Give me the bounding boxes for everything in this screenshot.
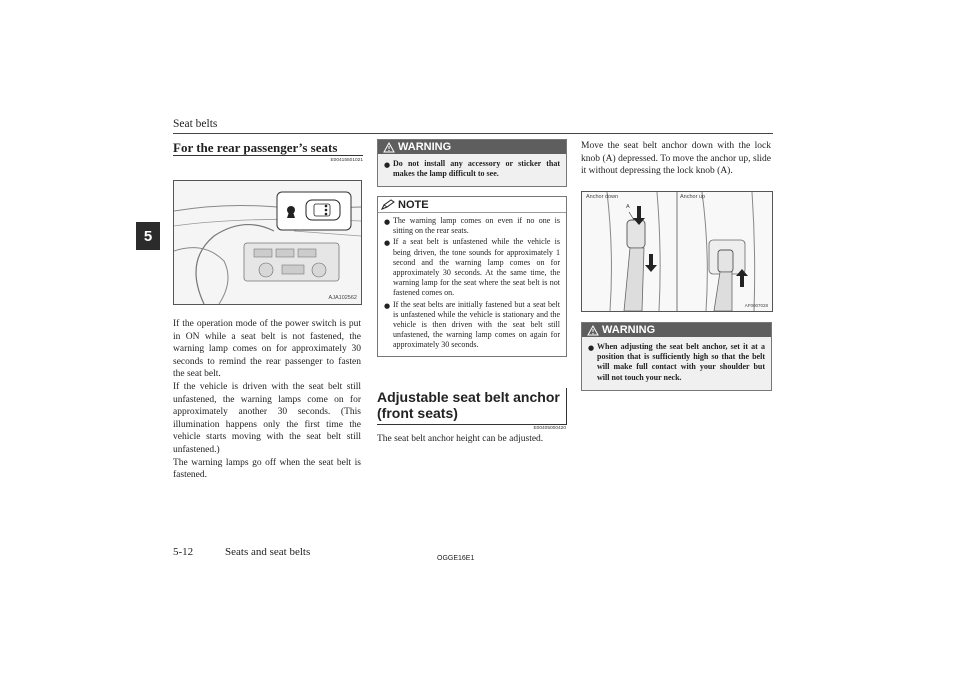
page-number: 5-12 [173,546,194,558]
anchor-illustration [582,192,772,311]
note-bullet: ● The warning lamp comes on even if no one is sitting on the rear seats. [384,216,560,236]
note-bullet: ● If a seat belt is unfastened while the vehicle is being driven, the tone sounds for approximately 1 second and the warning lamp comes on for approximately 30 seconds. At the same time, the warning lamp for the seat where the seat belt is not fastened comes on. [384,237,560,298]
label-lock-knob: A [626,204,630,210]
paragraph: The warning lamps go off when the seat belt is fastened. [173,457,361,481]
figure-anchor-adjust [581,191,773,312]
warning-box-anchor [581,322,772,391]
warning-box-lamp [377,139,567,187]
bullet-icon: ● [384,301,391,310]
header-rule [173,133,773,134]
note-title: NOTE [398,198,429,211]
warning-header [378,140,566,154]
warning-header [582,323,771,337]
bullet-icon: ● [384,239,391,248]
section-heading-anchor: Adjustable seat belt anchor (front seats) [377,389,560,421]
chapter-tab: 5 [136,222,160,250]
warning-body [582,337,771,390]
note-bullet: ● If the seat belts are initially fastened but a seat belt is unfastened while the vehicle is stationary and the vehicle is then driven with the seat belt still unfastened, the warning lamp comes on again for approximately 30 seconds. [384,299,560,350]
warning-bullet: ● Do not install any accessory or sticker that makes the lamp difficult to see. [384,159,560,179]
warning-triangle-icon [383,142,395,153]
anchor-paragraph: The seat belt anchor height can be adjusted. [377,434,544,444]
figure-dashboard-lamp [173,180,362,305]
running-header: Seat belts [173,118,218,130]
section-heading-rear-seats: For the rear passenger’s seats [173,140,338,155]
warning-title: WARNING [602,324,656,336]
warning-body [378,154,566,186]
note-body [378,213,566,356]
note-box [377,196,567,357]
paragraph: If the vehicle is driven with the seat belt still unfastened, the warning lamps come on for approximately another 30 seconds. (This illumination happens only the first time the vehicle starts moving with the seat belt still unfastened.) [173,381,361,455]
label-anchor-up: Anchor up [680,194,706,200]
section-code: E00415501021 [330,158,363,163]
figure-label: AF0007028 [744,303,768,308]
bullet-icon: ● [588,344,595,352]
warning-bullet: ● When adjusting the seat belt anchor, set it at a position that is sufficiently high so that the belt will make full contact with your shoulder but will not touch your neck. [588,342,765,382]
doc-code: OGGE16E1 [437,555,475,562]
footer-section: Seats and seat belts [225,546,311,558]
body-paragraphs [173,318,361,482]
bullet-icon: ● [384,161,391,169]
figure-label: AJA102562 [328,295,357,301]
bullet-icon: ● [384,218,391,226]
paragraph: If the operation mode of the power switch is put in ON while a seat belt is not fastened, the warning lamp comes on for approximately 30 seconds to remind the rear passenger to fasten the seat belt. [173,319,361,380]
note-header [378,197,566,213]
anchor-instructions: Move the seat belt anchor down with the lock knob (A) depressed. To move the anchor up, slide it without depressing the lock knob (A). [581,141,771,177]
heading-rule [173,155,363,156]
section-code: E00405000420 [533,426,566,431]
warning-triangle-icon [587,325,599,336]
label-anchor-down: Anchor down [586,194,619,200]
note-pencil-icon [381,199,395,210]
warning-title: WARNING [398,141,452,153]
dashboard-illustration [174,181,361,304]
